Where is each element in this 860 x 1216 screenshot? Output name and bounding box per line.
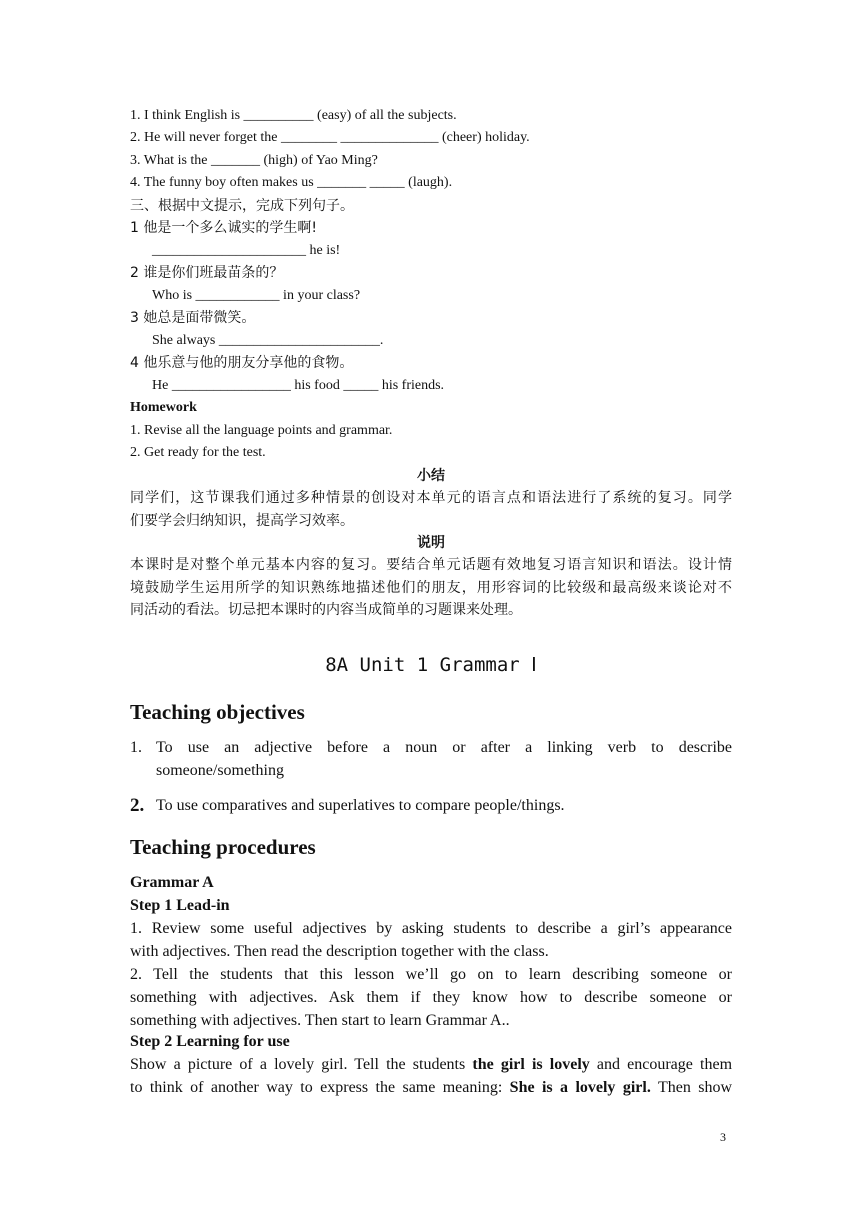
section3-item-2-cn: 2 谁是你们班最苗条的？: [130, 265, 284, 281]
homework-heading: Homework: [130, 400, 197, 415]
step1-paragraph: [130, 917, 732, 1032]
section3-item-4-en: He _________________ his food _____ his friends.: [152, 378, 445, 393]
note-paragraph: [130, 554, 732, 622]
section3-item-2-en: Who is ____________ in your class?: [152, 288, 361, 303]
step2-line-1: [130, 1053, 732, 1076]
note-line-3: 同活动的看法。切忌把本课时的内容当成简单的习题课来处理。: [130, 602, 522, 618]
section3-title: 三、根据中文提示，完成下列句子。: [130, 198, 354, 214]
step2-text: to think of another way to express the same meaning:: [130, 1079, 510, 1096]
summary-paragraph: [130, 487, 732, 532]
step1-line-5: something with adjectives. Then start to learn Grammar A..: [130, 1012, 510, 1029]
step2-text: and encourage them: [589, 1056, 733, 1073]
lesson-title: 8A Unit 1 Grammar Ⅰ: [325, 654, 537, 676]
exercise-line-3: 3. What is the _______ (high) of Yao Ming?: [130, 153, 378, 168]
objective-number: 2.: [130, 795, 145, 816]
summary-line-2: 们要学会归纳知识，提高学习效率。: [130, 512, 354, 529]
step1-heading: Step 1 Lead-in: [130, 897, 230, 914]
step2-heading: Step 2 Learning for use: [130, 1033, 290, 1050]
section3-item-1-cn: 1 他是一个多么诚实的学生啊!: [130, 220, 317, 236]
objective-text: [156, 736, 732, 782]
step2-paragraph: [130, 1053, 732, 1099]
section3-item-3-cn: 3 她总是面带微笑。: [130, 310, 256, 326]
note-heading: 说明: [417, 535, 445, 551]
objective-number: 1.: [130, 739, 142, 756]
step2-text: Show a picture of a lovely girl. Tell the students: [130, 1056, 473, 1073]
homework-item-1: 1. Revise all the language points and grammar.: [130, 423, 393, 438]
step2-emphasis: the girl is lovely: [472, 1056, 590, 1073]
step1-line-3: 2. Tell the students that this lesson we’ll go on to learn describing someone or: [130, 966, 732, 983]
step1-line-2: with adjectives. Then read the description together with the class.: [130, 943, 549, 960]
note-line-2: 境鼓励学生运用所学的知识熟练地描述他们的朋友，用形容词的比较级和最高级来谈论对不: [130, 579, 732, 596]
summary-heading: 小结: [417, 468, 445, 484]
objective-line: To use an adjective before a noun or after a linking verb to describe: [156, 739, 732, 756]
section3-item-1-en: ______________________ he is!: [152, 243, 341, 258]
exercise-line-1: 1. I think English is __________ (easy) of all the subjects.: [130, 108, 457, 123]
step1-line-1: 1. Review some useful adjectives by asking students to describe a girl’s appearance: [130, 920, 732, 937]
step1-line-4: something with adjectives. Ask them if they know how to describe someone or: [130, 989, 732, 1006]
note-line-1: 本课时是对整个单元基本内容的复习。要结合单元话题有效地复习语言知识和语法。设计情: [130, 557, 732, 573]
objectives-heading: Teaching objectives: [130, 700, 305, 724]
procedures-heading: Teaching procedures: [130, 835, 316, 859]
summary-line-1: 同学们，这节课我们通过多种情景的创设对本单元的语言点和语法进行了系统的复习。同学: [130, 490, 732, 506]
page-number: 3: [720, 1130, 726, 1144]
step2-emphasis: She is a lovely girl.: [509, 1079, 651, 1096]
section3-item-4-cn: 4 他乐意与他的朋友分享他的食物。: [130, 355, 354, 371]
objective-text: To use comparatives and superlatives to compare people/things.: [156, 797, 565, 814]
grammar-a-heading: Grammar A: [130, 874, 214, 891]
exercise-line-4: 4. The funny boy often makes us _______ _____ (laugh).: [130, 175, 453, 190]
exercise-line-2: 2. He will never forget the ________ ______________ (cheer) holiday.: [130, 130, 530, 145]
objective-line: someone/something: [156, 762, 284, 779]
homework-item-2: 2. Get ready for the test.: [130, 445, 266, 460]
step2-text: Then show: [650, 1079, 732, 1096]
step2-line-2: [130, 1076, 732, 1099]
section3-item-3-en: She always _______________________.: [152, 333, 384, 348]
